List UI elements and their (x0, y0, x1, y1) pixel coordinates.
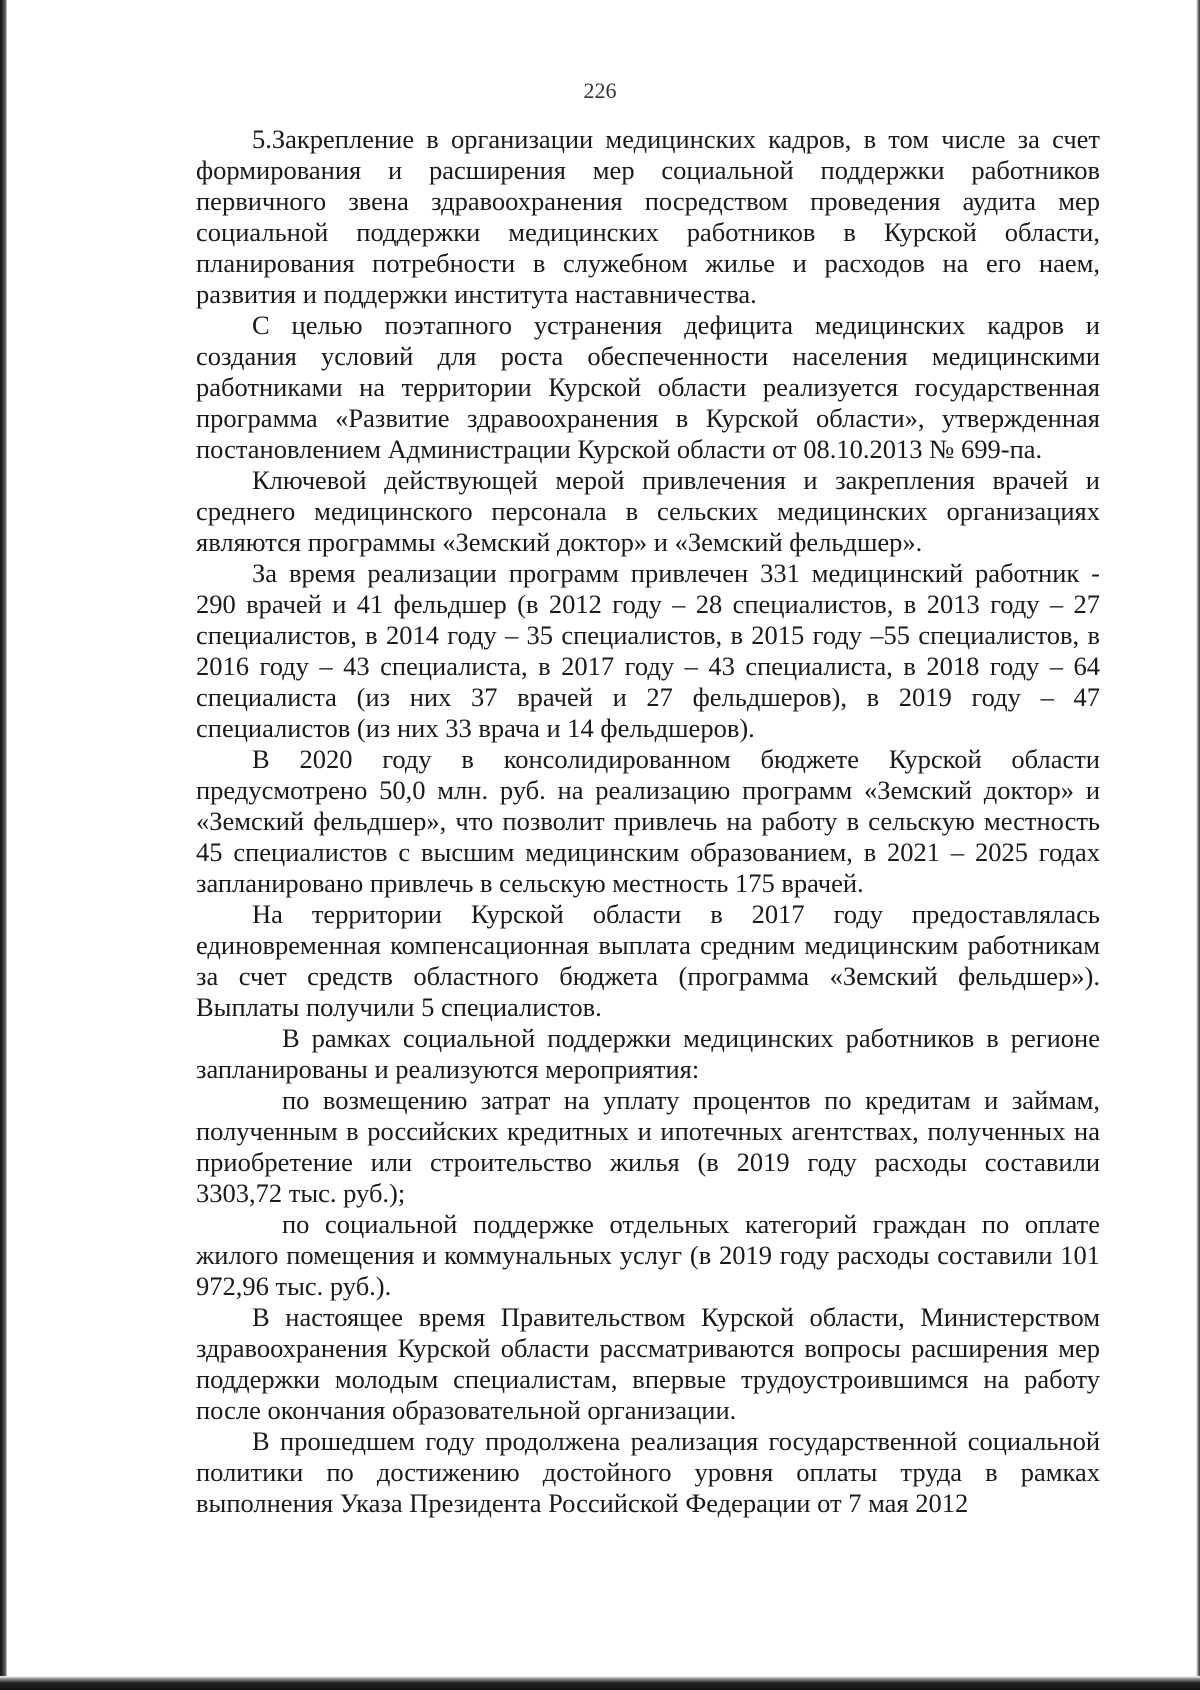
page-number: 226 (583, 78, 617, 103)
paragraph-compensation-2017: На территории Курской области в 2017 году предоставлялась единовременная компенсационная выплата средним медицинским работникам за счет средств областного бюджета (программа «Земский фельдшер»). Выплаты получили 5 специалистов. (196, 899, 1100, 1022)
scan-edge-right (1196, 0, 1200, 1690)
paragraph-recruited-workers: За время реализации программ привлечен 331 медицинский работник - 290 врачей и 41 фельдшер (в 2012 году – 28 специалистов, в 2013 году – 27 специалистов, в 2014 году – 35 специалистов, в 2015 году –55 специалистов, в 2016 году – 43 специалиста, в 2017 году – 43 специалиста, в 2018 году – 64 специалиста (из них 37 врачей и 27 фельдшеров), в 2019 году – 47 специалистов (из них 33 врача и 14 фельдшеров). (196, 558, 1100, 743)
paragraph-staff-retention: 5.Закрепление в организации медицинских кадров, в том числе за счет формирования и расширения мер социальной поддержки работников первичного звена здравоохранения посредством проведения аудита мер социальной поддержки медицинских работников в Курской области, планирования потребности в служебном жилье и расходов на его наем, развития и поддержки института наставничества. (196, 124, 1100, 309)
scan-binding-edge-left (0, 0, 7, 1690)
paragraph-state-program: С целью поэтапного устранения дефицита медицинских кадров и создания условий для роста обеспеченности населения медицинскими работниками на территории Курской области реализуется государственная программа «Развитие здравоохранения в Курской области», утвержденная постановлением Администрации Курской области от 08.10.2013 № 699-па. (196, 310, 1100, 464)
paragraph-loan-compensation: по возмещению затрат на уплату процентов по кредитам и займам, полученным в российских кредитных и ипотечных агентствах, полученных на приобретение или строительство жилья (в 2019 году расходы составили 3303,72 тыс. руб.); (196, 1085, 1100, 1208)
scan-edge-bottom (0, 1676, 1200, 1690)
paragraph-young-specialists: В настоящее время Правительством Курской области, Министерством здравоохранения Курской области рассматриваются вопросы расширения мер поддержки молодым специалистам, впервые трудоустроившимся на работу после окончания образовательной организации. (196, 1302, 1100, 1425)
document-body (196, 124, 1100, 1519)
paragraph-social-support: В рамках социальной поддержки медицинских работников в регионе запланированы и реализуются мероприятия: (196, 1023, 1100, 1084)
paragraph-housing-support: по социальной поддержке отдельных категорий граждан по оплате жилого помещения и коммунальных услуг (в 2019 году расходы составили 101 972,96 тыс. руб.). (196, 1209, 1100, 1301)
paragraph-zemsky-programs: Ключевой действующей мерой привлечения и закрепления врачей и среднего медицинского персонала в сельских медицинских организациях являются программы «Земский доктор» и «Земский фельдшер». (196, 465, 1100, 557)
paragraph-budget-2020: В 2020 году в консолидированном бюджете Курской области предусмотрено 50,0 млн. руб. на реализацию программ «Земский доктор» и «Земский фельдшер», что позволит привлечь на работу в сельскую местность 45 специалистов с высшим медицинским образованием, в 2021 – 2025 годах запланировано привлечь в сельскую местность 175 врачей. (196, 744, 1100, 898)
paragraph-wage-policy: В прошедшем году продолжена реализация государственной социальной политики по достижению достойного уровня оплаты труда в рамках выполнения Указа Президента Российской Федерации от 7 мая 2012 (196, 1426, 1100, 1518)
